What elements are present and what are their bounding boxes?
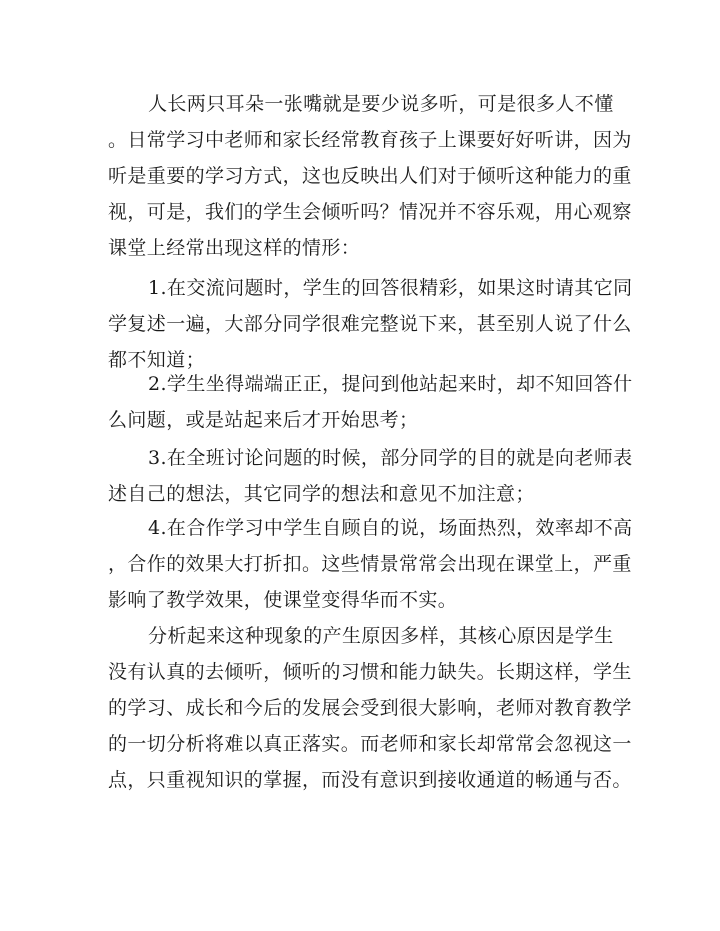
text-line: 视，可是，我们的学生会倾听吗？情况并不容乐观，用心观察 (108, 201, 632, 223)
text-line: ，合作的效果大打折扣。这些情景常常会出现在课堂上，严重 (108, 553, 632, 575)
text-line: 没有认真的去倾听，倾听的习惯和能力缺失。长期这样，学生 (108, 661, 632, 683)
text-line: 1.在交流问题时，学生的回答很精彩，如果这时请其它同 (148, 277, 633, 299)
text-line: 的一切分析将难以真正落实。而老师和家长却常常会忽视这一 (108, 733, 632, 755)
text-line: 课堂上经常出现这样的情形： (108, 237, 361, 259)
paragraph-item-2 (108, 366, 633, 438)
paragraph-analysis (108, 618, 632, 798)
paragraph-item-3 (108, 440, 633, 512)
text-line: 3.在全班讨论问题的时候，部分同学的目的就是向老师表 (148, 447, 633, 469)
text-line: 述自己的想法，其它同学的想法和意见不加注意； (108, 483, 535, 505)
text-line: 影响了教学效果，使课堂变得华而不实。 (108, 589, 458, 611)
text-line: 听是重要的学习方式，这也反映出人们对于倾听这种能力的重 (108, 165, 632, 187)
paragraph-item-4 (108, 510, 633, 618)
text-line: 学复述一遍，大部分同学很难完整说下来，甚至别人说了什么 (108, 313, 632, 335)
paragraph-item-1 (108, 270, 633, 378)
text-line: 分析起来这种现象的产生原因多样，其核心原因是学生 (148, 625, 614, 647)
text-line: 。日常学习中老师和家长经常教育孩子上课要好好听讲，因为 (108, 129, 632, 151)
paragraph-intro (108, 86, 632, 266)
text-line: 4.在合作学习中学生自顾自的说，场面热烈，效率却不高 (148, 517, 633, 539)
text-line: 2.学生坐得端端正正，提问到他站起来时，却不知回答什 (148, 373, 633, 395)
text-line: 人长两只耳朵一张嘴就是要少说多听，可是很多人不懂 (148, 93, 614, 115)
text-line: 都不知道； (108, 349, 206, 371)
text-line: 点，只重视知识的掌握，而没有意识到接收通道的畅通与否。 (108, 769, 632, 791)
text-line: 么问题，或是站起来后才开始思考； (108, 409, 419, 431)
text-line: 的学习、成长和今后的发展会受到很大影响，老师对教育教学 (108, 697, 632, 719)
